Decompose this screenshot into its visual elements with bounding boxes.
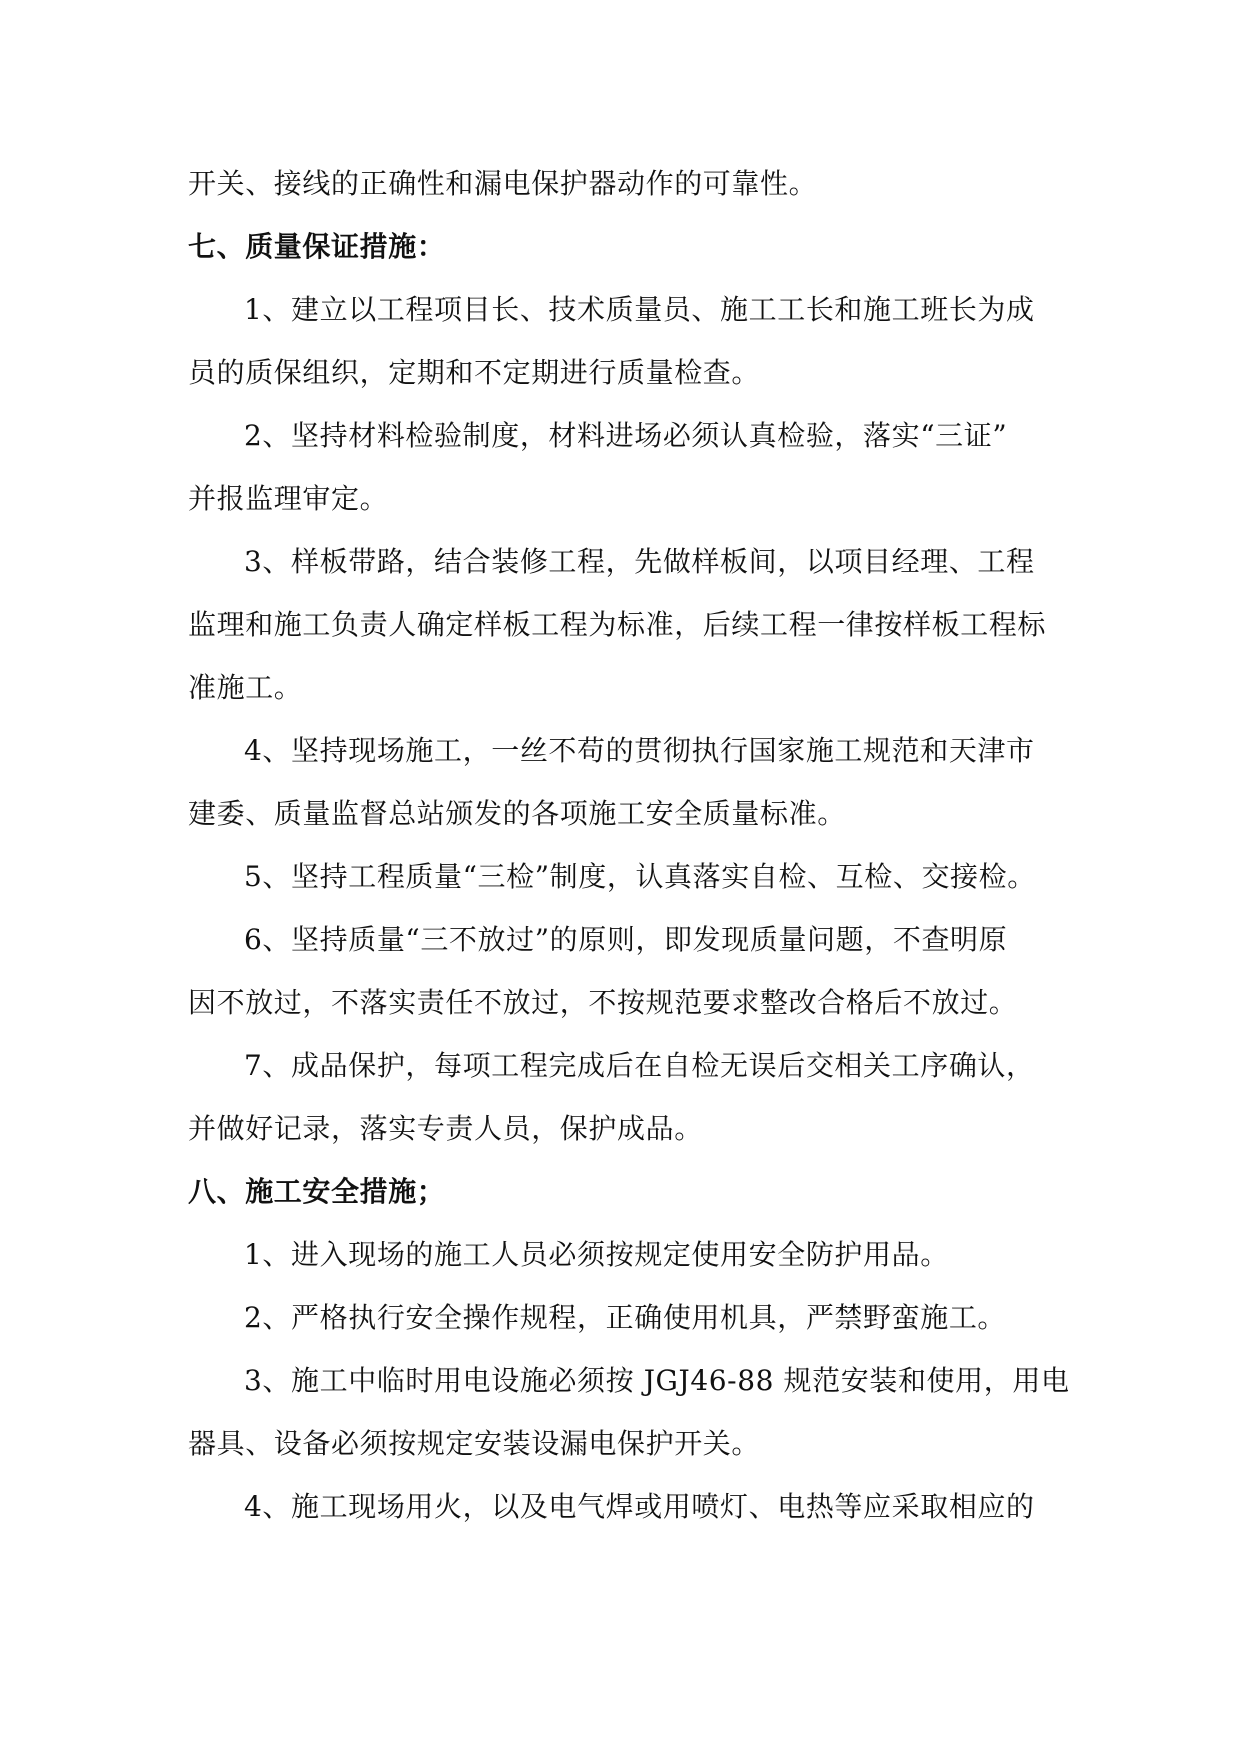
list-item-line: 3、施工中临时用电设施必须按 JGJ46-88 规范安装和使用，用电: [244, 1364, 1070, 1397]
text-line: 员的质保组织，定期和不定期进行质量检查。: [188, 356, 761, 389]
section-heading: 八、施工安全措施；: [188, 1175, 446, 1208]
text-line: 准施工。: [188, 671, 303, 704]
list-item-line: 6、坚持质量“三不放过”的原则，即发现质量问题，不查明原: [244, 923, 1008, 956]
text-line: 开关、接线的正确性和漏电保护器动作的可靠性。: [188, 167, 818, 200]
list-item-line: 1、建立以工程项目长、技术质量员、施工工长和施工班长为成: [244, 293, 1035, 326]
list-item-line: 4、坚持现场施工，一丝不苟的贯彻执行国家施工规范和天津市: [244, 734, 1035, 767]
section-heading: 七、质量保证措施：: [188, 230, 446, 263]
list-item-line: 7、成品保护，每项工程完成后在自检无误后交相关工序确认，: [244, 1049, 1035, 1082]
list-item-line: 1、进入现场的施工人员必须按规定使用安全防护用品。: [244, 1238, 949, 1271]
list-item-line: 3、样板带路，结合装修工程，先做样板间，以项目经理、工程: [244, 545, 1035, 578]
list-item-line: 4、施工现场用火，以及电气焊或用喷灯、电热等应采取相应的: [244, 1490, 1035, 1523]
text-line: 并做好记录，落实专责人员，保护成品。: [188, 1112, 703, 1145]
text-line: 并报监理审定。: [188, 482, 389, 515]
list-item-line: 5、坚持工程质量“三检”制度，认真落实自检、互检、交接检。: [244, 860, 1036, 893]
text-line: 器具、设备必须按规定安装设漏电保护开关。: [188, 1427, 761, 1460]
list-item-line: 2、坚持材料检验制度，材料进场必须认真检验，落实“三证”: [244, 419, 1008, 452]
list-item-line: 2、严格执行安全操作规程，正确使用机具，严禁野蛮施工。: [244, 1301, 1007, 1334]
text-line: 建委、质量监督总站颁发的各项施工安全质量标准。: [188, 797, 846, 830]
text-line: 因不放过，不落实责任不放过，不按规范要求整改合格后不放过。: [188, 986, 1018, 1019]
text-line: 监理和施工负责人确定样板工程为标准，后续工程一律按样板工程标: [188, 608, 1047, 641]
